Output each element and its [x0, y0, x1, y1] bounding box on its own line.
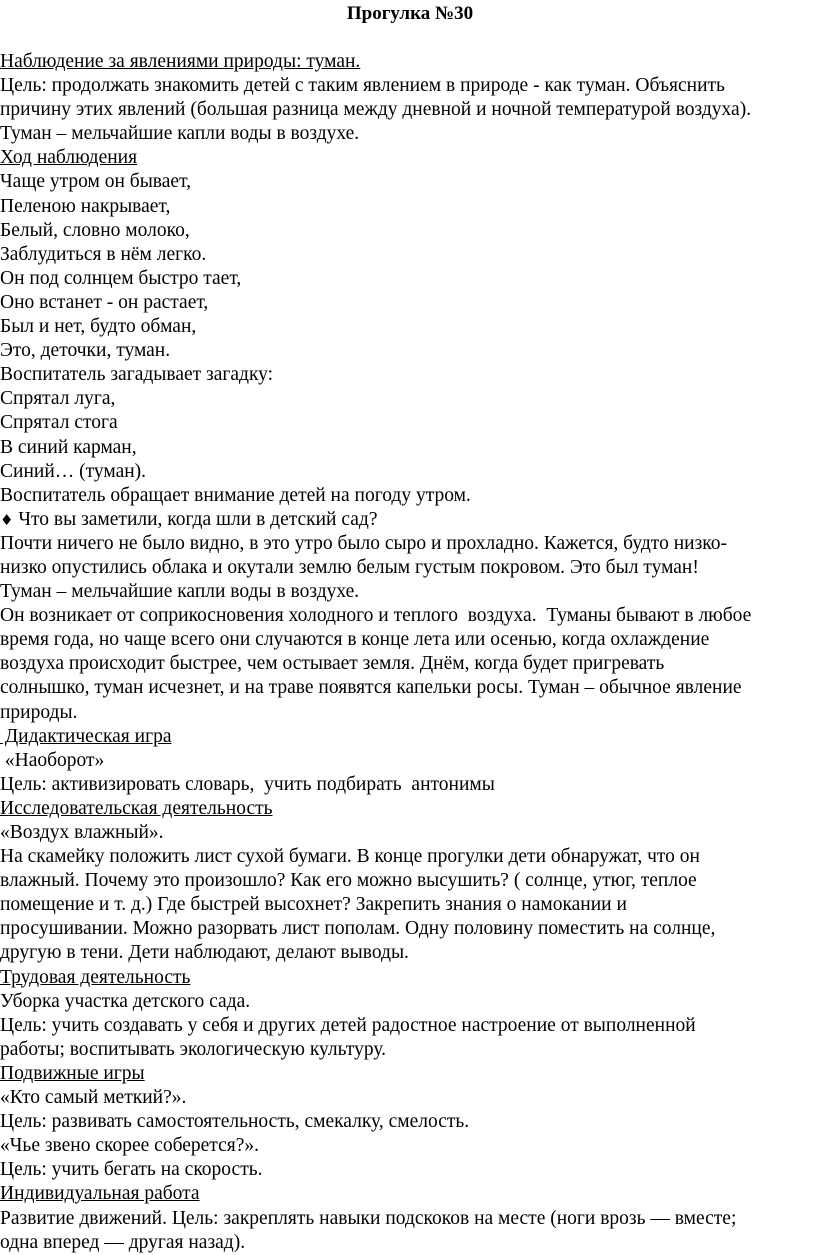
- line-text: Цель: учить создавать у себя и других детей радостное настроение от выполненной: [0, 1014, 696, 1036]
- title-spacing: [0, 26, 812, 50]
- page-title: Прогулка №30: [346, 3, 474, 24]
- line-text: «Воздух влажный».: [0, 822, 164, 843]
- text-line: [0, 195, 812, 219]
- line-text: Спрятал луга,: [0, 388, 116, 410]
- text-line: [0, 893, 812, 917]
- text-line: [0, 917, 812, 941]
- text-line: [0, 460, 812, 484]
- section-heading: [0, 1062, 812, 1086]
- line-text: просушивании. Можно разорвать лист пополам. Одну половину поместить на солнце,: [0, 918, 716, 940]
- text-line: [0, 1207, 812, 1231]
- text-line: [0, 170, 812, 194]
- text-line: [0, 243, 812, 267]
- text-line: [0, 628, 812, 652]
- line-text: солнышко, туман исчезнет, и на траве появятся капельки росы. Туман – обычное явление: [0, 677, 742, 699]
- text-line: [0, 122, 812, 146]
- line-text: «Чье звено скорее соберется?».: [0, 1135, 259, 1157]
- line-text: Цель: учить бегать на скорость.: [0, 1159, 263, 1181]
- text-line: [0, 219, 812, 243]
- text-line: [0, 411, 812, 435]
- section-heading-text: Исследовательская деятельность: [0, 797, 273, 819]
- document-body: [0, 50, 812, 1255]
- text-line: [0, 676, 812, 700]
- text-line: [0, 315, 812, 339]
- text-line: [0, 556, 812, 580]
- line-text: одна вперед — другая назад).: [0, 1231, 246, 1253]
- line-text: «Наоборот»: [0, 749, 105, 771]
- text-line: [0, 580, 812, 604]
- line-text: Спрятал стога: [0, 412, 118, 434]
- line-text: Уборка участка детского сада.: [0, 990, 251, 1012]
- line-text: На скамейку положить лист сухой бумаги. В конце прогулки дети обнаружат, что он: [0, 846, 700, 868]
- section-heading: [0, 50, 812, 74]
- section-heading-text: Ход наблюдения: [0, 147, 138, 169]
- text-line: [0, 845, 812, 869]
- line-text: воздуха происходит быстрее, чем остывает земля. Днём, когда будет пригревать: [0, 653, 665, 675]
- section-heading: [0, 1182, 812, 1206]
- line-text: причину этих явлений (большая разница между дневной и ночной температурой воздуха).: [0, 99, 752, 121]
- line-text: Цель: активизировать словарь, учить подбирать антонимы: [0, 773, 495, 795]
- section-heading: [0, 966, 812, 990]
- line-text: природы.: [0, 701, 78, 723]
- text-line: [0, 1086, 812, 1110]
- line-text: В синий карман,: [0, 436, 137, 458]
- text-line: [0, 387, 812, 411]
- line-text: Воспитатель загадывает загадку:: [0, 364, 274, 386]
- line-text: Это, деточки, туман.: [0, 340, 171, 362]
- text-line: [0, 604, 812, 628]
- text-line: [0, 508, 812, 532]
- text-line: [0, 436, 812, 460]
- text-line: [0, 484, 812, 508]
- text-line: [0, 701, 812, 725]
- section-heading: [0, 797, 812, 821]
- line-text: время года, но чаще всего они случаются в конце лета или осенью, когда охлаждение: [0, 629, 710, 651]
- line-text: Что вы заметили, когда шли в детский сад?: [18, 508, 378, 530]
- line-text: Синий… (туман).: [0, 460, 147, 482]
- line-text: Туман – мельчайшие капли воды в воздухе.: [0, 123, 360, 145]
- text-line: [0, 1158, 812, 1182]
- section-heading-text: Наблюдение за явлениями природы: туман.: [0, 51, 361, 72]
- text-line: [0, 267, 812, 291]
- text-line: [0, 98, 812, 122]
- section-heading-text: Дидактическая игра: [0, 725, 172, 747]
- text-line: [0, 74, 812, 98]
- text-line: [0, 821, 812, 845]
- line-text: работы; воспитывать экологическую культуру.: [0, 1038, 386, 1060]
- text-line: [0, 941, 812, 965]
- line-text: Почти ничего не было видно, в это утро было сыро и прохладно. Кажется, будто низко-: [0, 532, 727, 554]
- text-line: [0, 1231, 812, 1255]
- section-heading-text: Подвижные игры: [0, 1062, 145, 1084]
- text-line: [0, 363, 812, 387]
- line-text: Чаще утром он бывает,: [0, 171, 192, 193]
- text-line: [0, 990, 812, 1014]
- text-line: [0, 1134, 812, 1158]
- section-heading: [0, 146, 812, 170]
- text-line: [0, 339, 812, 363]
- text-line: [0, 1110, 812, 1134]
- text-line: [0, 1014, 812, 1038]
- text-line: [0, 869, 812, 893]
- line-text: Оно встанет - он растает,: [0, 291, 209, 313]
- line-text: Он возникает от соприкосновения холодного и теплого воздуха. Туманы бывают в любое: [0, 605, 752, 627]
- line-text: Был и нет, будто обман,: [0, 316, 197, 338]
- line-text: Туман – мельчайшие капли воды в воздухе.: [0, 581, 360, 603]
- diamond-bullet-icon: ♦: [0, 510, 14, 529]
- line-text: другую в тени. Дети наблюдают, делают выводы.: [0, 942, 409, 964]
- section-heading: [0, 725, 812, 749]
- line-text: Он под солнцем быстро тает,: [0, 267, 242, 289]
- text-line: [0, 773, 812, 797]
- line-text: низко опустились облака и окутали землю белым густым покровом. Это был туман!: [0, 556, 699, 578]
- text-line: [0, 291, 812, 315]
- line-text: помещение и т. д.) Где быстрей высохнет? Закрепить знания о намокании и: [0, 894, 627, 916]
- text-line: [0, 1038, 812, 1062]
- text-line: [0, 652, 812, 676]
- line-text: Цель: продолжать знакомить детей с таким явлением в природе - как туман. Объяснить: [0, 75, 725, 97]
- section-heading-text: Трудовая деятельность: [0, 966, 191, 988]
- line-text: Пеленою накрывает,: [0, 195, 171, 217]
- line-text: Заблудиться в нём легко.: [0, 243, 207, 265]
- line-text: Белый, словно молоко,: [0, 219, 190, 241]
- line-text: Цель: развивать самостоятельность, смекалку, смелость.: [0, 1111, 470, 1133]
- line-text: Развитие движений. Цель: закреплять навыки подскоков на месте (ноги врозь — вместе;: [0, 1207, 737, 1229]
- text-line: [0, 532, 812, 556]
- section-heading-text: Индивидуальная работа: [0, 1183, 200, 1205]
- line-text: Воспитатель обращает внимание детей на погоду утром.: [0, 484, 471, 506]
- line-text: «Кто самый меткий?».: [0, 1087, 187, 1109]
- text-line: [0, 749, 812, 773]
- line-text: влажный. Почему это произошло? Как его можно высушить? ( солнце, утюг, теплое: [0, 870, 697, 892]
